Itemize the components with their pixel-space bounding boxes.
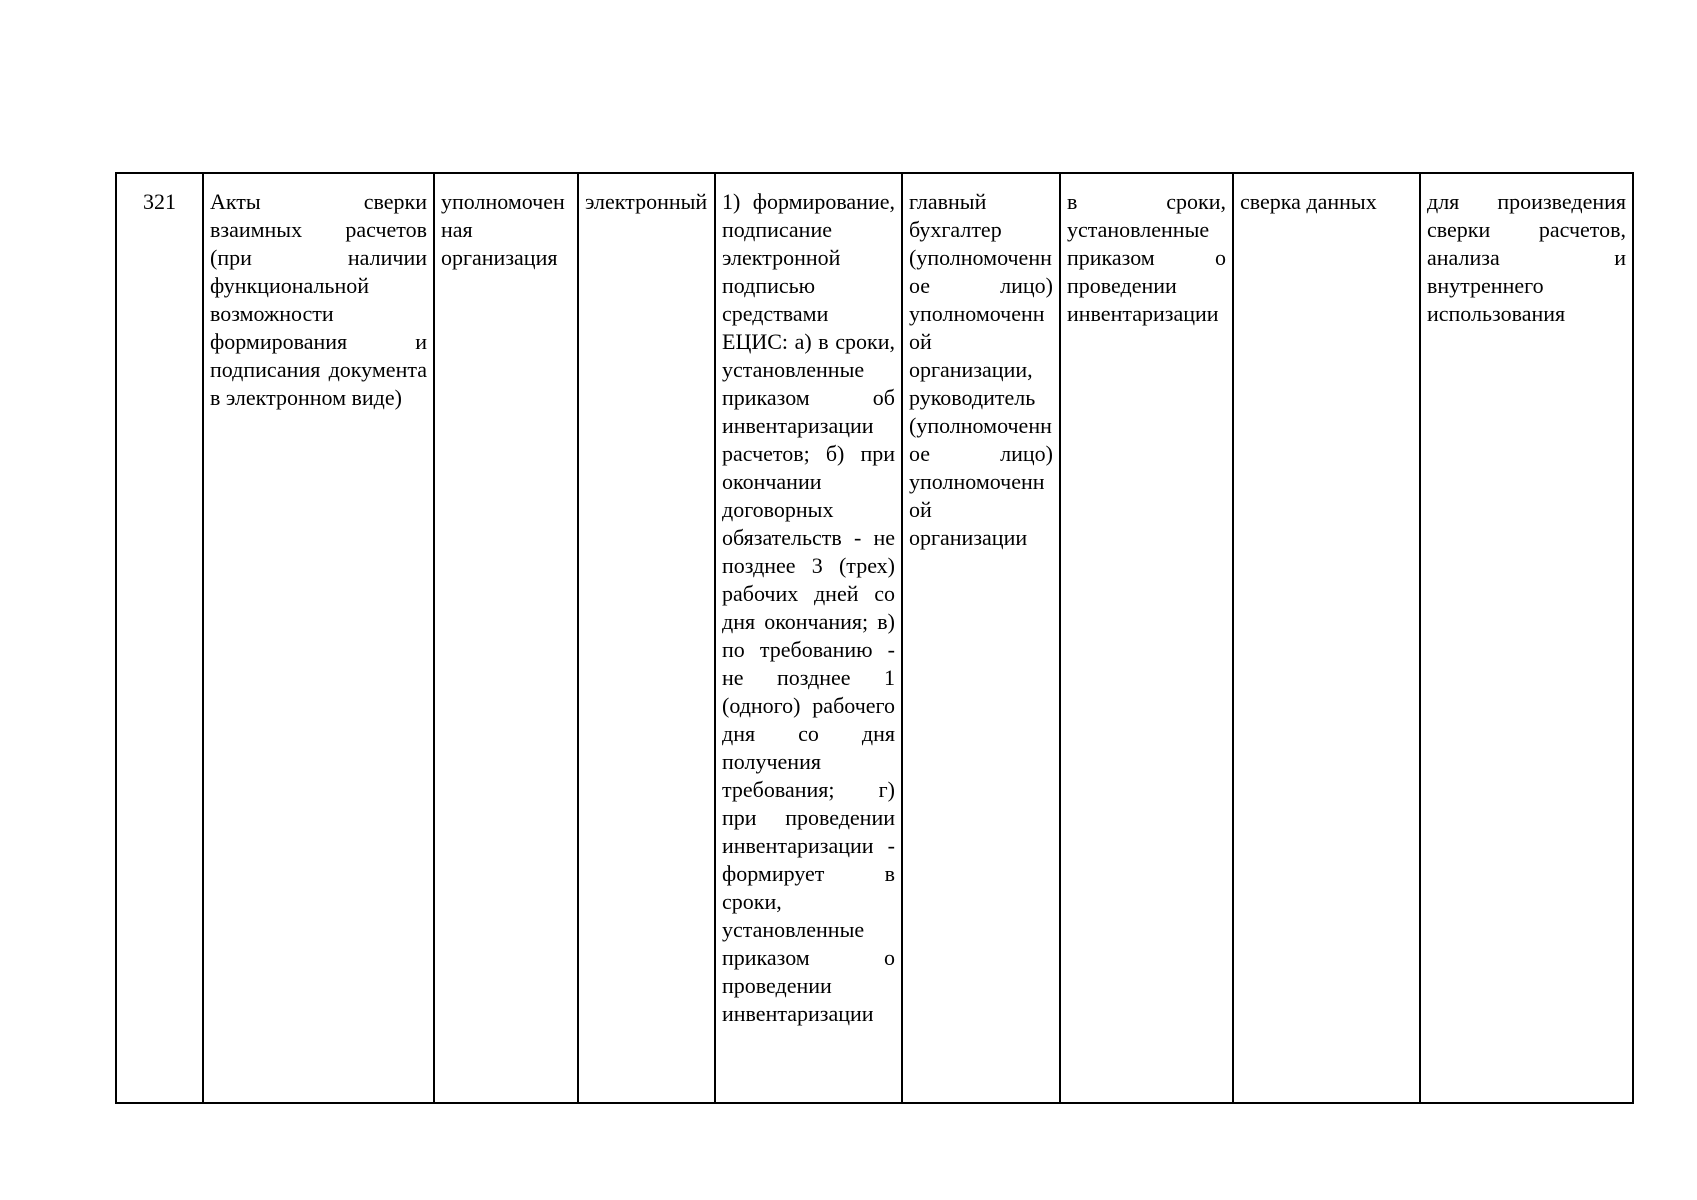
purpose-cell: [1420, 173, 1633, 1103]
document-register-table: [115, 172, 1634, 1104]
document-form: электронный: [585, 189, 708, 214]
row-number: 321: [143, 189, 176, 214]
responsible-cell: [434, 173, 578, 1103]
row-number-cell: [116, 173, 203, 1103]
purpose-text: для произведения сверки расчетов, анализа и внутреннего использования: [1427, 189, 1626, 326]
responsible-organization: уполномоченная организация: [441, 189, 565, 270]
procedure-text: 1) формирование, подписание электронной подписью средствами ЕЦИС: а) в сроки, установленные приказом об инвентаризации расчетов; б) при окончании договорных обязательств - не позднее 3 (трех) рабочих дней со дня окончания; в) по требованию - не позднее 1 (одного) рабочего дня со дня получения требования; г) при проведении инвентаризации - формирует в сроки, установленные приказом о проведении инвентаризации: [722, 189, 895, 1026]
signatories-text: главный бухгалтер (уполномоченное лицо) уполномоченной организации, руководитель (уполномоченное лицо) уполномоченной организации: [909, 189, 1053, 550]
signatories-cell: [902, 173, 1060, 1103]
deadline-text: в сроки, установленные приказом о проведении инвентаризации: [1067, 189, 1226, 326]
deadline-cell: [1060, 173, 1233, 1103]
action-cell: [1233, 173, 1420, 1103]
document-name: Акты сверки взаимных расчетов (при наличии функциональной возможности формирования и подписания документа в электронном виде): [210, 189, 427, 410]
action-text: сверка данных: [1240, 189, 1377, 214]
form-cell: [578, 173, 715, 1103]
procedure-cell: [715, 173, 902, 1103]
document-name-cell: [203, 173, 434, 1103]
table-row: [116, 173, 1633, 1103]
